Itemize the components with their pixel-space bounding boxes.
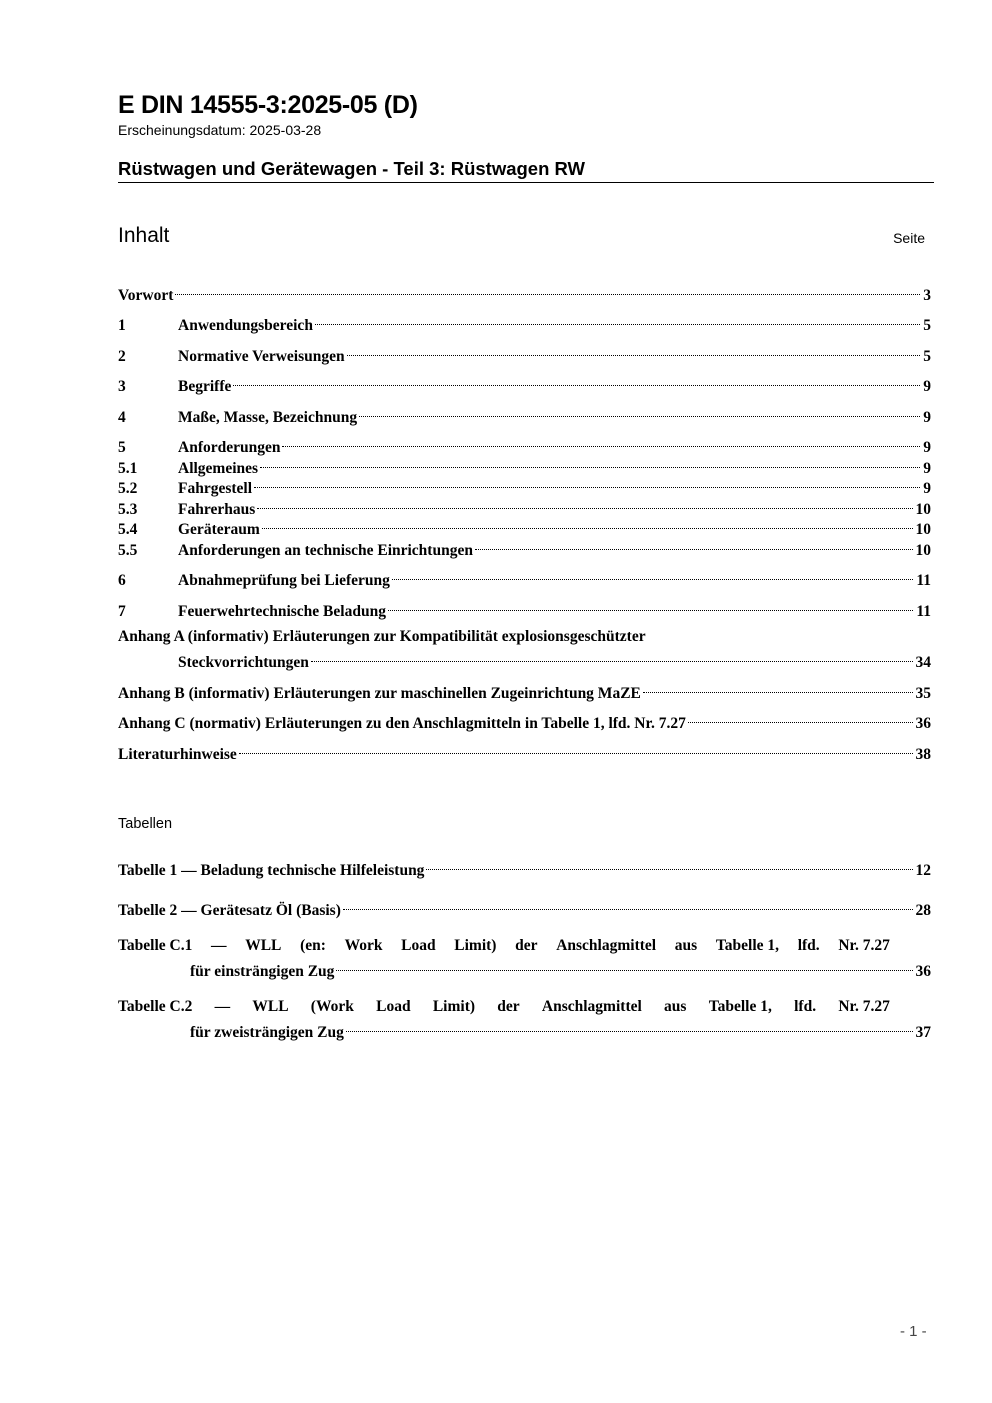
leader-dots bbox=[392, 564, 914, 585]
leader-dots bbox=[262, 513, 914, 534]
toc-entry-label: Tabelle 2 — Gerätesatz Öl (Basis) bbox=[118, 902, 341, 919]
toc-entry-number: 5.5 bbox=[118, 542, 138, 559]
word: lfd. bbox=[797, 937, 820, 954]
leader-dots bbox=[311, 646, 914, 667]
leader-dots bbox=[239, 738, 914, 759]
toc-table-c1-line1[interactable] bbox=[118, 935, 890, 956]
word: Limit) bbox=[432, 998, 476, 1015]
word: der bbox=[497, 998, 520, 1015]
word: aus bbox=[674, 937, 698, 954]
toc-entry-5-2[interactable] bbox=[118, 472, 931, 497]
toc-entry-page: 9 bbox=[923, 378, 931, 395]
toc-table-c1[interactable] bbox=[118, 955, 931, 980]
toc-table-c2[interactable] bbox=[118, 1016, 931, 1041]
toc-entry-page: 5 bbox=[923, 348, 931, 365]
leader-dots bbox=[260, 452, 921, 473]
toc-entry-number: 5.2 bbox=[118, 480, 138, 497]
toc-entry-label: für einsträngigen Zug bbox=[190, 963, 335, 980]
toc-entry-page: 5 bbox=[923, 317, 931, 334]
toc-entry-label: Feuerwehrtechnische Beladung bbox=[178, 603, 386, 620]
toc-entry-vorwort[interactable] bbox=[118, 279, 931, 304]
leader-dots bbox=[388, 595, 914, 616]
toc-heading bbox=[118, 223, 925, 249]
leader-dots bbox=[315, 309, 921, 330]
word: — bbox=[211, 937, 227, 954]
page-column-label: Seite bbox=[893, 230, 925, 246]
toc-entry-5[interactable] bbox=[118, 431, 931, 456]
toc-table-1[interactable] bbox=[118, 854, 931, 879]
toc-entry-number: 1 bbox=[118, 317, 126, 334]
word: Work bbox=[344, 937, 383, 954]
toc-entry-page: 9 bbox=[923, 409, 931, 426]
word: WLL bbox=[245, 937, 282, 954]
leader-dots bbox=[643, 677, 914, 698]
leader-dots bbox=[233, 370, 921, 391]
leader-dots bbox=[347, 340, 922, 361]
word: Tabelle 1, bbox=[715, 937, 780, 954]
word: WLL bbox=[252, 998, 289, 1015]
word: (Work bbox=[310, 998, 354, 1015]
leader-dots bbox=[475, 534, 914, 555]
toc-entry-page: 36 bbox=[915, 715, 931, 732]
toc-entry-label: Anforderungen an technische Einrichtungen bbox=[178, 542, 473, 559]
toc-entry-label: Allgemeines bbox=[178, 460, 259, 477]
toc-entry-4[interactable] bbox=[118, 401, 931, 426]
toc-literaturhinweise[interactable] bbox=[118, 738, 931, 763]
toc-annex-b[interactable] bbox=[118, 677, 931, 702]
leader-dots bbox=[688, 707, 914, 728]
toc-entry-5-5[interactable] bbox=[118, 534, 931, 559]
leader-dots bbox=[254, 472, 921, 493]
word: Tabelle 1, bbox=[708, 998, 772, 1015]
toc-entry-label: Anhang B (informativ) Erläuterungen zur maschinellen Zugeinrichtung MaZE bbox=[118, 685, 641, 702]
toc-entry-number: 5 bbox=[118, 439, 126, 456]
leader-dots bbox=[282, 431, 921, 452]
toc-entry-page: 37 bbox=[915, 1024, 931, 1041]
toc-entry-number: 6 bbox=[118, 572, 126, 589]
toc-entry-number: 3 bbox=[118, 378, 126, 395]
toc-entry-label: Steckvorrichtungen bbox=[178, 654, 309, 671]
toc-entry-number: 5.4 bbox=[118, 521, 138, 538]
leader-dots bbox=[175, 279, 921, 300]
toc-entry-page: 36 bbox=[915, 963, 931, 980]
toc-entry-label: Anwendungsbereich bbox=[178, 317, 313, 334]
toc-title: Inhalt bbox=[118, 224, 170, 247]
toc-entry-number: 7 bbox=[118, 603, 126, 620]
toc-entry-6[interactable] bbox=[118, 564, 931, 589]
word: lfd. bbox=[794, 998, 817, 1015]
toc-entry-page: 9 bbox=[923, 460, 931, 477]
word: Anschlagmittel bbox=[556, 937, 657, 954]
toc-entry-label: Literaturhinweise bbox=[118, 746, 237, 763]
word: Limit) bbox=[454, 937, 497, 954]
toc-table-2[interactable] bbox=[118, 894, 931, 919]
toc-entry-5-4[interactable] bbox=[118, 513, 931, 538]
word: — bbox=[214, 998, 231, 1015]
toc-entry-page: 9 bbox=[923, 439, 931, 456]
tables-heading: Tabellen bbox=[118, 816, 173, 832]
word: Anschlagmittel bbox=[541, 998, 642, 1015]
word: aus bbox=[664, 998, 687, 1015]
word: der bbox=[515, 937, 538, 954]
footer-page-number: - 1 - bbox=[900, 1323, 927, 1340]
toc-entry-2[interactable] bbox=[118, 340, 931, 365]
toc-entry-number: 5.3 bbox=[118, 501, 138, 518]
toc-table-c2-line1[interactable] bbox=[118, 996, 890, 1017]
word: (en: bbox=[300, 937, 326, 954]
toc-entry-1[interactable] bbox=[118, 309, 931, 334]
toc-entry-label: Fahrgestell bbox=[178, 480, 253, 497]
word: Nr. 7.27 bbox=[838, 937, 890, 954]
word: Load bbox=[376, 998, 411, 1015]
toc-entry-label: Maße, Masse, Bezeichnung bbox=[178, 409, 358, 426]
toc-entry-label: Anforderungen bbox=[178, 439, 281, 456]
toc-entry-7[interactable] bbox=[118, 595, 931, 620]
word: Tabelle C.1 bbox=[118, 937, 193, 954]
leader-dots bbox=[336, 955, 913, 976]
toc-entry-page: 38 bbox=[915, 746, 931, 763]
toc-entry-page: 10 bbox=[915, 542, 931, 559]
leader-dots bbox=[257, 493, 913, 514]
toc-entry-page: 9 bbox=[923, 480, 931, 497]
toc-annex-a[interactable] bbox=[118, 646, 931, 671]
toc-entry-page: 35 bbox=[915, 685, 931, 702]
toc-entry-label: Begriffe bbox=[178, 378, 232, 395]
toc-entry-page: 34 bbox=[915, 654, 931, 671]
leader-dots bbox=[343, 894, 914, 915]
toc-entry-3[interactable] bbox=[118, 370, 931, 395]
toc-entry-page: 11 bbox=[916, 603, 931, 620]
leader-dots bbox=[359, 401, 921, 422]
toc-entry-page: 11 bbox=[916, 572, 931, 589]
toc-entry-label: für zweisträngigen Zug bbox=[190, 1024, 344, 1041]
toc-entry-page: 28 bbox=[915, 902, 931, 919]
document-id: E DIN 14555-3:2025-05 (D) bbox=[118, 91, 418, 119]
document-header bbox=[118, 90, 934, 183]
word: Load bbox=[401, 937, 436, 954]
word: Tabelle C.2 bbox=[118, 998, 193, 1015]
toc-entry-5-1[interactable] bbox=[118, 452, 931, 477]
leader-dots bbox=[346, 1016, 914, 1037]
leader-dots bbox=[426, 854, 913, 875]
toc-entry-5-3[interactable] bbox=[118, 493, 931, 518]
toc-entry-page: 10 bbox=[915, 501, 931, 518]
word: Nr. 7.27 bbox=[838, 998, 890, 1015]
toc-entry-number: 4 bbox=[118, 409, 126, 426]
toc-entry-label: Geräteraum bbox=[178, 521, 260, 538]
toc-entry-label: Normative Verweisungen bbox=[178, 348, 345, 365]
toc-entry-number: 5.1 bbox=[118, 460, 138, 477]
toc-entry-page: 3 bbox=[923, 287, 931, 304]
toc-entry-label: Fahrerhaus bbox=[178, 501, 256, 518]
toc-entry-number: 2 bbox=[118, 348, 126, 365]
document-title: Rüstwagen und Gerätewagen - Teil 3: Rüstwagen RW bbox=[118, 158, 934, 183]
toc-entry-label: Tabelle 1 — Beladung technische Hilfeleistung bbox=[118, 862, 425, 879]
toc-annex-c[interactable] bbox=[118, 707, 931, 732]
toc-annex-a-line1[interactable]: Anhang A (informativ) Erläuterungen zur Kompatibilität explosionsgeschützter bbox=[118, 628, 646, 645]
toc-entry-label: Abnahmeprüfung bei Lieferung bbox=[178, 572, 390, 589]
toc-entry-page: 12 bbox=[915, 862, 931, 879]
toc-entry-label: Anhang C (normativ) Erläuterungen zu den Anschlagmitteln in Tabelle 1, lfd. Nr. 7.27 bbox=[118, 715, 686, 732]
toc-entry-label: Vorwort bbox=[118, 287, 174, 304]
publication-date: Erscheinungsdatum: 2025-03-28 bbox=[118, 122, 322, 138]
toc-entry-page: 10 bbox=[915, 521, 931, 538]
